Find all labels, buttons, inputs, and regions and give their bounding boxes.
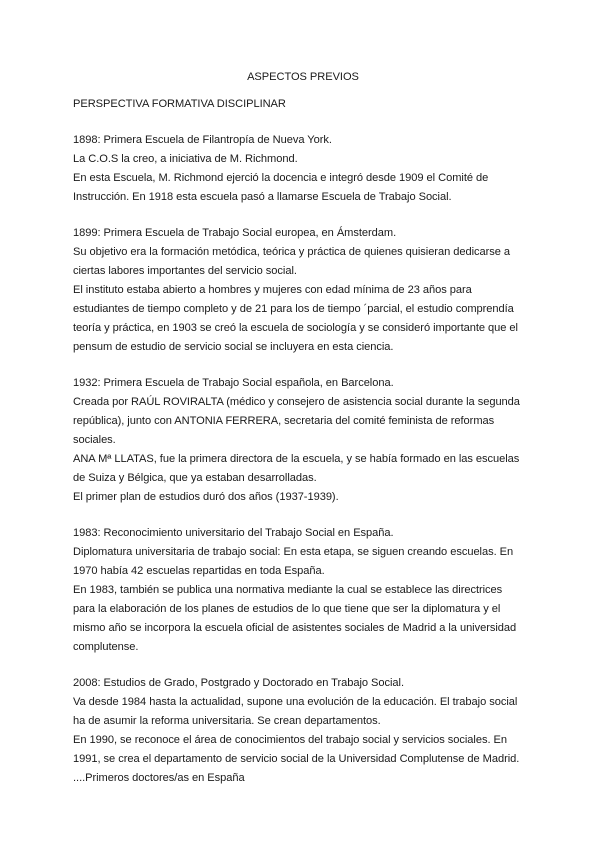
paragraph-line: En 1990, se reconoce el área de conocimientos del trabajo social y servicios sociales. En <box>73 734 507 746</box>
paragraph-line: En esta Escuela, M. Richmond ejerció la docencia e integró desde 1909 el Comité de <box>73 172 489 184</box>
paragraph-line: Instrucción. En 1918 esta escuela pasó a llamarse Escuela de Trabajo Social. <box>73 191 452 203</box>
paragraph-line: ha de asumir la reforma universitaria. Se crean departamentos. <box>73 715 381 727</box>
section-5 <box>73 674 533 788</box>
paragraph-line: 1970 había 42 escuelas repartidas en toda España. <box>73 565 325 577</box>
paragraph-line: complutense. <box>73 641 139 653</box>
paragraph-line: mismo año se incorpora la escuela oficial de asistentes sociales de Madrid a la universidad <box>73 622 517 634</box>
paragraph-line: Diplomatura universitaria de trabajo social: En esta etapa, se siguen creando escuelas. En <box>73 546 514 558</box>
paragraph-line: de Suiza y Bélgica, que ya estaban desarrolladas. <box>73 472 317 484</box>
paragraph-line: El primer plan de estudios duró dos años (1937-1939). <box>73 491 339 503</box>
section-heading-line: 1899: Primera Escuela de Trabajo Social europea, en Ámsterdam. <box>73 227 397 239</box>
section-2 <box>73 224 533 357</box>
paragraph-line: La C.O.S la creo, a iniciativa de M. Richmond. <box>73 153 298 165</box>
section-4 <box>73 524 533 657</box>
paragraph-line: En 1983, también se publica una normativa mediante la cual se establece las directrices <box>73 584 503 596</box>
paragraph-line: Su objetivo era la formación metódica, teórica y práctica de quienes quisieran dedicarse a <box>73 246 511 258</box>
document-page <box>73 68 533 805</box>
section-heading-line: 2008: Estudios de Grado, Postgrado y Doctorado en Trabajo Social. <box>73 677 404 689</box>
paragraph-line: El instituto estaba abierto a hombres y mujeres con edad mínima de 23 años para <box>73 284 472 296</box>
paragraph-line: ....Primeros doctores/as en España <box>73 772 245 784</box>
paragraph-line: ciertas labores importantes del servicio social. <box>73 265 297 277</box>
paragraph-line: pensum de estudio de servicio social se incluyera en esta ciencia. <box>73 341 394 353</box>
section-1 <box>73 131 533 207</box>
section-heading-line: 1983: Reconocimiento universitario del Trabajo Social en España. <box>73 527 394 539</box>
paragraph-line: sociales. <box>73 434 116 446</box>
paragraph-line: 1991, se crea el departamento de servicio social de la Universidad Complutense de Madrid. <box>73 753 520 765</box>
section-3 <box>73 374 533 507</box>
paragraph-line: estudiantes de tiempo completo y de 21 para los de tiempo ´parcial, el estudio comprendía <box>73 303 514 315</box>
section-heading-line: 1898: Primera Escuela de Filantropía de Nueva York. <box>73 134 332 146</box>
document-subtitle: PERSPECTIVA FORMATIVA DISCIPLINAR <box>73 98 286 110</box>
paragraph-line: Creada por RAÚL ROVIRALTA (médico y consejero de asistencia social durante la segunda <box>73 396 520 408</box>
document-title: ASPECTOS PREVIOS <box>247 71 359 83</box>
paragraph-line: ANA Mª LLATAS, fue la primera directora de la escuela, y se había formado en las escuelas <box>73 453 520 465</box>
paragraph-line: para la elaboración de los planes de estudios de lo que tiene que ser la diplomatura y el <box>73 603 501 615</box>
sections-container <box>73 131 533 788</box>
paragraph-line: república), junto con ANTONIA FERRERA, secretaria del comité feminista de reformas <box>73 415 495 427</box>
paragraph-line: teoría y práctica, en 1903 se creó la escuela de sociología y se consideró importante que el <box>73 322 518 334</box>
section-heading-line: 1932: Primera Escuela de Trabajo Social española, en Barcelona. <box>73 377 394 389</box>
paragraph-line: Va desde 1984 hasta la actualidad, supone una evolución de la educación. El trabajo social <box>73 696 518 708</box>
